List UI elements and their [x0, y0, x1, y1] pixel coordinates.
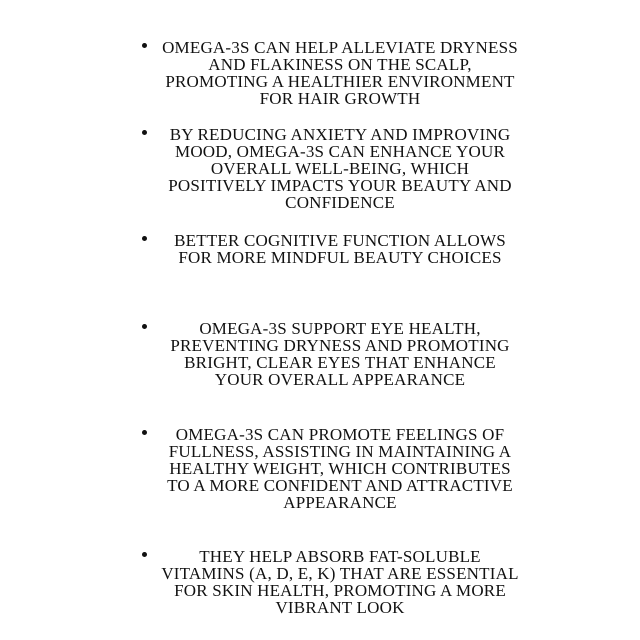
bullet-text: OMEGA-3S CAN PROMOTE FEELINGS OF FULLNESS, ASSISTING IN MAINTAINING A HEALTHY WEIGHT, WHICH CONTRIBUTES TO A MORE CONFIDENT AND ATTRACTIVE APPEARANCE	[167, 425, 513, 512]
bullet-dot-icon	[142, 430, 147, 435]
bullet-dot-icon	[142, 130, 147, 135]
bullet-text: BY REDUCING ANXIETY AND IMPROVING MOOD, OMEGA-3S CAN ENHANCE YOUR OVERALL WELL-BEING, WHICH POSITIVELY IMPACTS YOUR BEAUTY AND CONFIDENCE	[168, 125, 512, 212]
bullet-text: THEY HELP ABSORB FAT-SOLUBLE VITAMINS (A, D, E, K) THAT ARE ESSENTIAL FOR SKIN HEALTH, PROMOTING A MORE VIBRANT LOOK	[161, 547, 519, 617]
bullet-text: OMEGA-3S SUPPORT EYE HEALTH, PREVENTING DRYNESS AND PROMOTING BRIGHT, CLEAR EYES THAT ENHANCE YOUR OVERALL APPEARANCE	[170, 319, 510, 389]
bullet-dot-icon	[142, 552, 147, 557]
bullet-text: BETTER COGNITIVE FUNCTION ALLOWS FOR MORE MINDFUL BEAUTY CHOICES	[174, 231, 506, 267]
bullet-text: OMEGA-3S CAN HELP ALLEVIATE DRYNESS AND FLAKINESS ON THE SCALP, PROMOTING A HEALTHIER ENVIRONMENT FOR HAIR GROWTH	[162, 38, 518, 108]
bullet-dot-icon	[142, 324, 147, 329]
bullet-dot-icon	[142, 236, 147, 241]
bullet-dot-icon	[142, 43, 147, 48]
